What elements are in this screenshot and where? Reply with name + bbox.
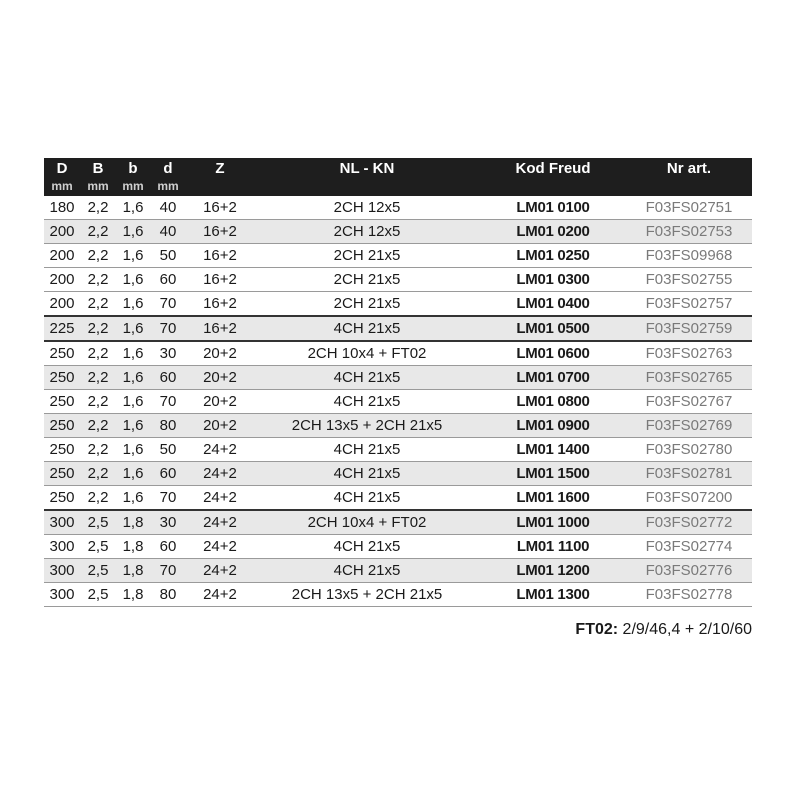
cell-kod-freud: LM01 0600 <box>480 341 626 366</box>
header-nr-art: Nr art. <box>626 158 752 179</box>
cell-b: 1,6 <box>116 244 150 268</box>
cell-B: 2,2 <box>80 268 116 292</box>
table-row <box>44 341 752 366</box>
cell-Z: 16+2 <box>186 316 254 341</box>
cell-D: 225 <box>44 316 80 341</box>
cell-nl-kn: 4CH 21x5 <box>254 559 480 583</box>
cell-d: 60 <box>150 462 186 486</box>
table-row <box>44 486 752 511</box>
table-row <box>44 535 752 559</box>
table-row <box>44 462 752 486</box>
cell-D: 180 <box>44 196 80 220</box>
cell-nr-art: F03FS02757 <box>626 292 752 317</box>
table-row <box>44 390 752 414</box>
cell-b: 1,6 <box>116 438 150 462</box>
cell-nr-art: F03FS02774 <box>626 535 752 559</box>
header-nl-kn: NL - KN <box>254 158 480 179</box>
cell-d: 30 <box>150 510 186 535</box>
cell-B: 2,2 <box>80 316 116 341</box>
header-kod-freud: Kod Freud <box>480 158 626 179</box>
cell-nr-art: F03FS02778 <box>626 583 752 607</box>
cell-D: 250 <box>44 341 80 366</box>
cell-d: 70 <box>150 316 186 341</box>
cell-D: 300 <box>44 535 80 559</box>
cell-b: 1,6 <box>116 268 150 292</box>
cell-B: 2,2 <box>80 414 116 438</box>
cell-Z: 24+2 <box>186 535 254 559</box>
unit-nl-kn <box>254 179 480 196</box>
table-body <box>44 196 752 607</box>
cell-kod-freud: LM01 0400 <box>480 292 626 317</box>
footnote-text: 2/9/46,4 + 2/10/60 <box>622 621 752 638</box>
cell-kod-freud: LM01 0500 <box>480 316 626 341</box>
header-D: D <box>44 158 80 179</box>
table-row <box>44 316 752 341</box>
cell-nl-kn: 2CH 12x5 <box>254 196 480 220</box>
cell-Z: 24+2 <box>186 510 254 535</box>
cell-Z: 20+2 <box>186 366 254 390</box>
cell-Z: 16+2 <box>186 244 254 268</box>
cell-Z: 20+2 <box>186 414 254 438</box>
cell-d: 60 <box>150 535 186 559</box>
cell-nl-kn: 4CH 21x5 <box>254 535 480 559</box>
cell-D: 300 <box>44 583 80 607</box>
table-row <box>44 268 752 292</box>
table-row <box>44 559 752 583</box>
header-label-row <box>44 158 752 179</box>
unit-kod-freud <box>480 179 626 196</box>
cell-nr-art: F03FS02751 <box>626 196 752 220</box>
cell-nr-art: F03FS02763 <box>626 341 752 366</box>
cell-d: 70 <box>150 486 186 511</box>
cell-Z: 24+2 <box>186 486 254 511</box>
cell-D: 250 <box>44 390 80 414</box>
cell-kod-freud: LM01 1300 <box>480 583 626 607</box>
cell-b: 1,6 <box>116 486 150 511</box>
cell-B: 2,2 <box>80 220 116 244</box>
cell-nl-kn: 4CH 21x5 <box>254 438 480 462</box>
cell-d: 50 <box>150 244 186 268</box>
cell-nl-kn: 2CH 12x5 <box>254 220 480 244</box>
cell-kod-freud: LM01 1500 <box>480 462 626 486</box>
cell-B: 2,2 <box>80 341 116 366</box>
cell-nr-art: F03FS02780 <box>626 438 752 462</box>
cell-nl-kn: 2CH 21x5 <box>254 244 480 268</box>
table-row <box>44 366 752 390</box>
cell-B: 2,5 <box>80 559 116 583</box>
cell-nr-art: F03FS09968 <box>626 244 752 268</box>
cell-D: 250 <box>44 366 80 390</box>
cell-b: 1,6 <box>116 316 150 341</box>
cell-B: 2,2 <box>80 486 116 511</box>
cell-b: 1,6 <box>116 390 150 414</box>
cell-Z: 16+2 <box>186 268 254 292</box>
cell-d: 80 <box>150 414 186 438</box>
unit-Z <box>186 179 254 196</box>
cell-Z: 20+2 <box>186 390 254 414</box>
cell-nr-art: F03FS02772 <box>626 510 752 535</box>
table-row <box>44 438 752 462</box>
cell-d: 60 <box>150 366 186 390</box>
cell-Z: 16+2 <box>186 292 254 317</box>
cell-b: 1,8 <box>116 510 150 535</box>
cell-Z: 20+2 <box>186 341 254 366</box>
cell-d: 30 <box>150 341 186 366</box>
cell-nr-art: F03FS02769 <box>626 414 752 438</box>
cell-kod-freud: LM01 1400 <box>480 438 626 462</box>
cell-B: 2,2 <box>80 438 116 462</box>
cell-Z: 16+2 <box>186 220 254 244</box>
cell-kod-freud: LM01 0100 <box>480 196 626 220</box>
cell-kod-freud: LM01 0300 <box>480 268 626 292</box>
cell-nr-art: F03FS02776 <box>626 559 752 583</box>
unit-D: mm <box>44 179 80 196</box>
cell-nr-art: F03FS02765 <box>626 366 752 390</box>
product-table-container <box>44 158 752 607</box>
cell-D: 250 <box>44 414 80 438</box>
header-unit-row <box>44 179 752 196</box>
table-row <box>44 244 752 268</box>
cell-Z: 24+2 <box>186 438 254 462</box>
cell-d: 70 <box>150 559 186 583</box>
table-row <box>44 510 752 535</box>
cell-b: 1,6 <box>116 462 150 486</box>
cell-B: 2,5 <box>80 535 116 559</box>
cell-b: 1,6 <box>116 220 150 244</box>
product-table <box>44 158 752 607</box>
unit-b: mm <box>116 179 150 196</box>
cell-d: 70 <box>150 390 186 414</box>
cell-kod-freud: LM01 0250 <box>480 244 626 268</box>
unit-B: mm <box>80 179 116 196</box>
cell-d: 80 <box>150 583 186 607</box>
cell-d: 70 <box>150 292 186 317</box>
cell-b: 1,6 <box>116 196 150 220</box>
cell-Z: 24+2 <box>186 583 254 607</box>
cell-nr-art: F03FS07200 <box>626 486 752 511</box>
cell-kod-freud: LM01 0700 <box>480 366 626 390</box>
table-row <box>44 414 752 438</box>
cell-kod-freud: LM01 0800 <box>480 390 626 414</box>
unit-d: mm <box>150 179 186 196</box>
cell-kod-freud: LM01 0900 <box>480 414 626 438</box>
cell-B: 2,5 <box>80 510 116 535</box>
cell-D: 300 <box>44 510 80 535</box>
table-row <box>44 196 752 220</box>
cell-kod-freud: LM01 1000 <box>480 510 626 535</box>
cell-kod-freud: LM01 1600 <box>480 486 626 511</box>
cell-b: 1,6 <box>116 292 150 317</box>
cell-nr-art: F03FS02781 <box>626 462 752 486</box>
cell-D: 250 <box>44 438 80 462</box>
cell-nl-kn: 4CH 21x5 <box>254 390 480 414</box>
cell-b: 1,8 <box>116 535 150 559</box>
cell-Z: 24+2 <box>186 559 254 583</box>
cell-nl-kn: 4CH 21x5 <box>254 486 480 511</box>
cell-d: 40 <box>150 220 186 244</box>
cell-D: 200 <box>44 292 80 317</box>
header-b: b <box>116 158 150 179</box>
table-row <box>44 583 752 607</box>
cell-kod-freud: LM01 0200 <box>480 220 626 244</box>
cell-b: 1,6 <box>116 341 150 366</box>
cell-nl-kn: 2CH 13x5 + 2CH 21x5 <box>254 414 480 438</box>
cell-Z: 24+2 <box>186 462 254 486</box>
cell-D: 250 <box>44 486 80 511</box>
cell-B: 2,2 <box>80 462 116 486</box>
cell-nl-kn: 2CH 21x5 <box>254 292 480 317</box>
cell-nl-kn: 2CH 10x4 + FT02 <box>254 341 480 366</box>
cell-D: 200 <box>44 220 80 244</box>
cell-kod-freud: LM01 1100 <box>480 535 626 559</box>
cell-D: 200 <box>44 268 80 292</box>
cell-d: 60 <box>150 268 186 292</box>
cell-B: 2,2 <box>80 292 116 317</box>
cell-nr-art: F03FS02755 <box>626 268 752 292</box>
cell-nr-art: F03FS02753 <box>626 220 752 244</box>
cell-Z: 16+2 <box>186 196 254 220</box>
cell-d: 50 <box>150 438 186 462</box>
header-Z: Z <box>186 158 254 179</box>
cell-nl-kn: 2CH 10x4 + FT02 <box>254 510 480 535</box>
cell-nl-kn: 4CH 21x5 <box>254 462 480 486</box>
unit-nr-art <box>626 179 752 196</box>
cell-b: 1,8 <box>116 559 150 583</box>
footnote <box>575 621 752 639</box>
footnote-label: FT02: <box>575 621 619 638</box>
cell-kod-freud: LM01 1200 <box>480 559 626 583</box>
cell-b: 1,6 <box>116 366 150 390</box>
cell-nl-kn: 2CH 21x5 <box>254 268 480 292</box>
cell-D: 200 <box>44 244 80 268</box>
cell-B: 2,2 <box>80 244 116 268</box>
cell-nr-art: F03FS02767 <box>626 390 752 414</box>
cell-B: 2,2 <box>80 390 116 414</box>
cell-B: 2,2 <box>80 196 116 220</box>
cell-nl-kn: 4CH 21x5 <box>254 366 480 390</box>
cell-d: 40 <box>150 196 186 220</box>
header-d: d <box>150 158 186 179</box>
cell-B: 2,5 <box>80 583 116 607</box>
cell-nl-kn: 4CH 21x5 <box>254 316 480 341</box>
cell-D: 300 <box>44 559 80 583</box>
cell-D: 250 <box>44 462 80 486</box>
cell-nr-art: F03FS02759 <box>626 316 752 341</box>
cell-b: 1,8 <box>116 583 150 607</box>
header-B: B <box>80 158 116 179</box>
cell-nl-kn: 2CH 13x5 + 2CH 21x5 <box>254 583 480 607</box>
table-row <box>44 292 752 317</box>
cell-b: 1,6 <box>116 414 150 438</box>
cell-B: 2,2 <box>80 366 116 390</box>
table-header <box>44 158 752 196</box>
table-row <box>44 220 752 244</box>
